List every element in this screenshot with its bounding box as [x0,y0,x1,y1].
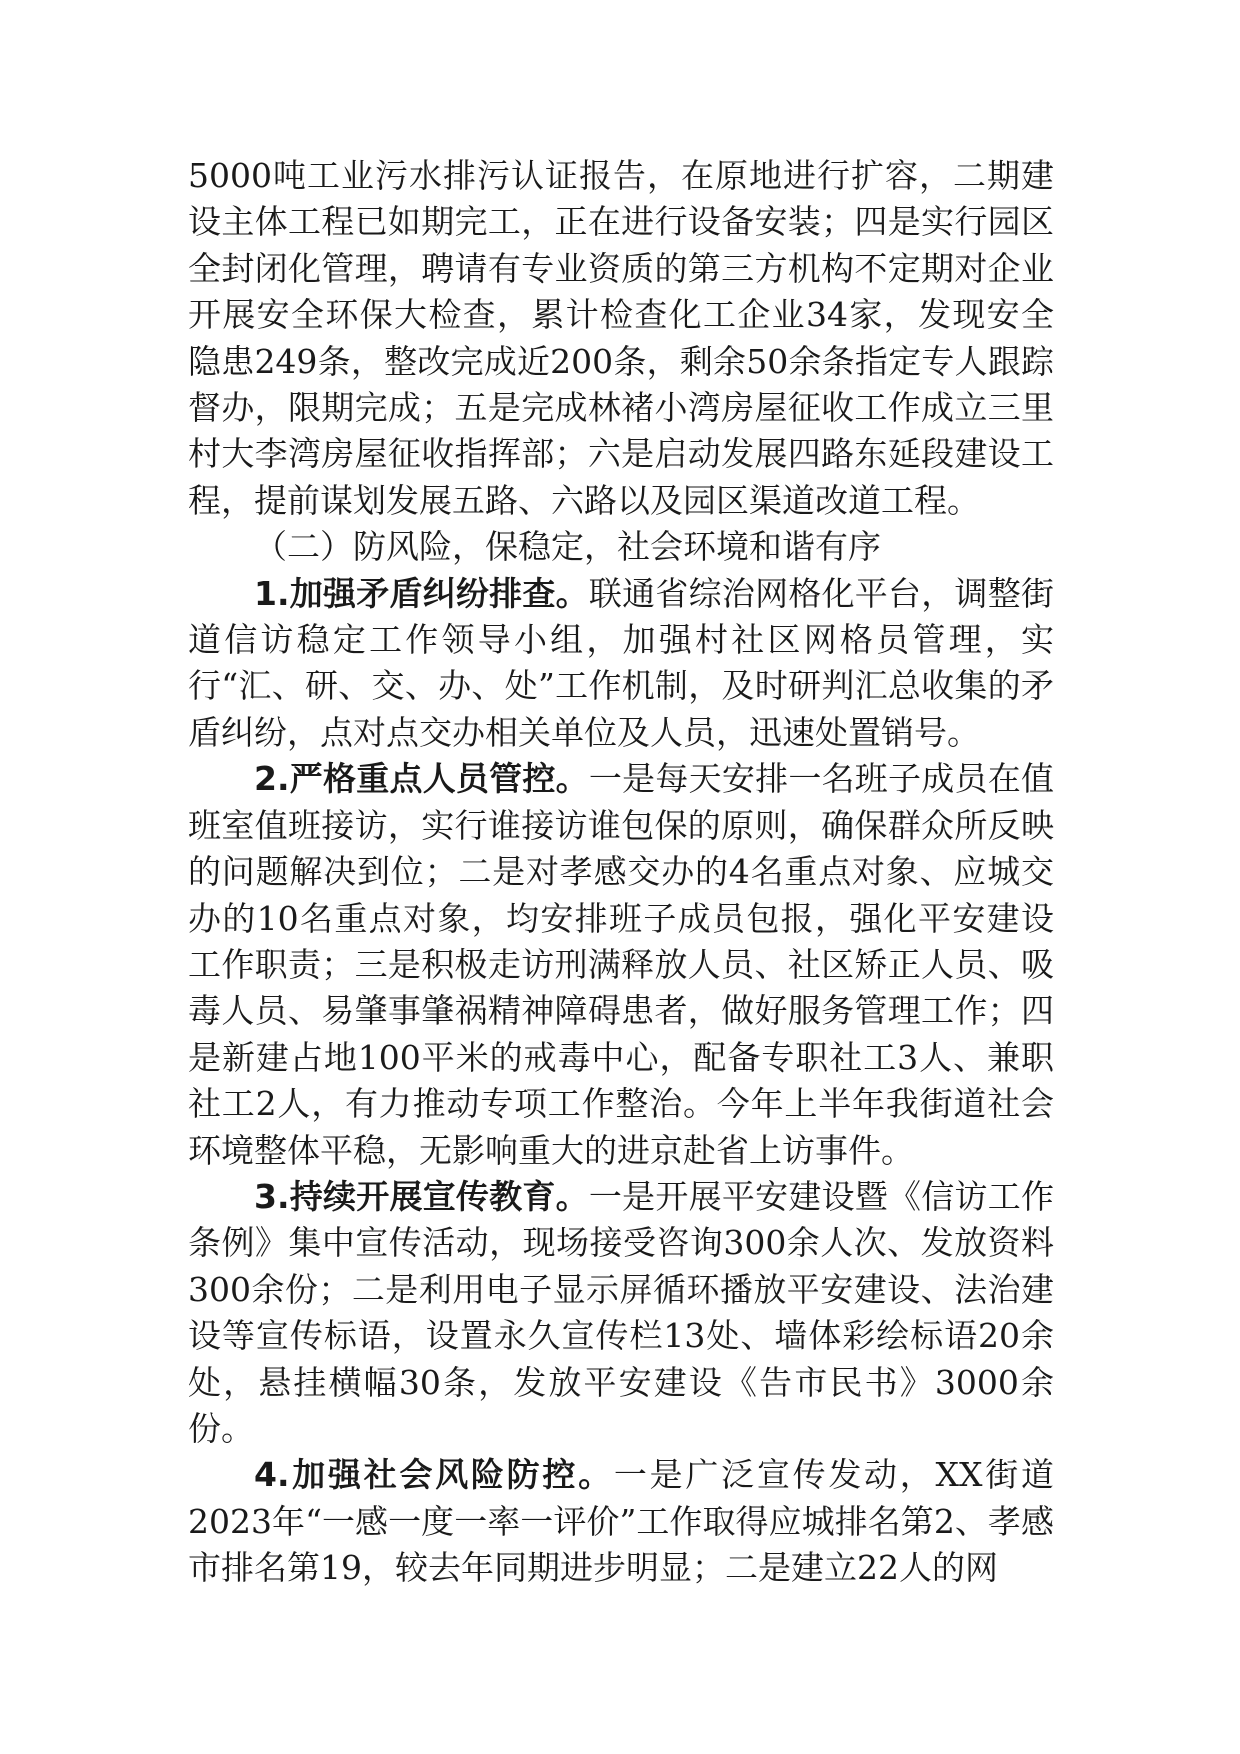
item-heading-4: 4.加强社会风险防控。 [254,1455,614,1495]
item-body-1: 联通省综治网格化平台，调整街道信访稳定工作领导小组，加强村社区网格员管理，实行“汇、研、交、办、处”工作机制，及时研判汇总收集的矛盾纠纷，点对点交办相关单位及人员，迅速处置销号。 [188,573,1054,752]
paragraph-continuation: 5000吨工业污水排污认证报告，在原地进行扩容，二期建设主体工程已如期完工，正在进行设备安装；四是实行园区全封闭化管理，聘请有专业资质的第三方机构不定期对企业开展安全环保大检查，累计检查化工企业34家，发现安全隐患249条，整改完成近200条，剩余50余条指定专人跟踪督办，限期完成；五是完成林褚小湾房屋征收工作成立三里村大李湾房屋征收指挥部；六是启动发展四路东延段建设工程，提前谋划发展五路、六路以及园区渠道改道工程。 [188,156,1054,520]
section-heading: （二）防风险，保稳定，社会环境和谐有序 [254,527,881,567]
document-page [188,153,1054,1592]
item-heading-1: 1.加强矛盾纠纷排查。 [254,573,589,613]
item-body-4: 一是广泛宣传发动，XX街道2023年“一感一度一率一评价”工作取得应城排名第2、孝感市排名第19，较去年同期进步明显；二是建立22人的网 [188,1455,1054,1588]
item-paragraph-3 [188,1174,1054,1452]
item-paragraph-4 [188,1452,1054,1591]
item-heading-2: 2.严格重点人员管控。 [254,759,589,799]
item-paragraph-1 [188,571,1054,757]
item-heading-3: 3.持续开展宣传教育。 [254,1176,589,1216]
item-paragraph-2 [188,756,1054,1174]
item-body-2: 一是每天安排一名班子成员在值班室值班接访，实行谁接访谁包保的原则，确保群众所反映的问题解决到位；二是对孝感交办的4名重点对象、应城交办的10名重点对象，均安排班子成员包报，强化平安建设工作职责；三是积极走访刑满释放人员、社区矫正人员、吸毒人员、易肇事肇祸精神障碍患者，做好服务管理工作；四是新建占地100平米的戒毒中心，配备专职社工3人、兼职社工2人，有力推动专项工作整治。今年上半年我街道社会环境整体平稳，无影响重大的进京赴省上访事件。 [188,759,1054,1170]
item-body-3: 一是开展平安建设暨《信访工作条例》集中宣传活动，现场接受咨询300余人次、发放资料300余份；二是利用电子显示屏循环播放平安建设、法治建设等宣传标语，设置永久宣传栏13处、墙体彩绘标语20余处，悬挂横幅30条，发放平安建设《告市民书》3000余份。 [188,1176,1054,1448]
